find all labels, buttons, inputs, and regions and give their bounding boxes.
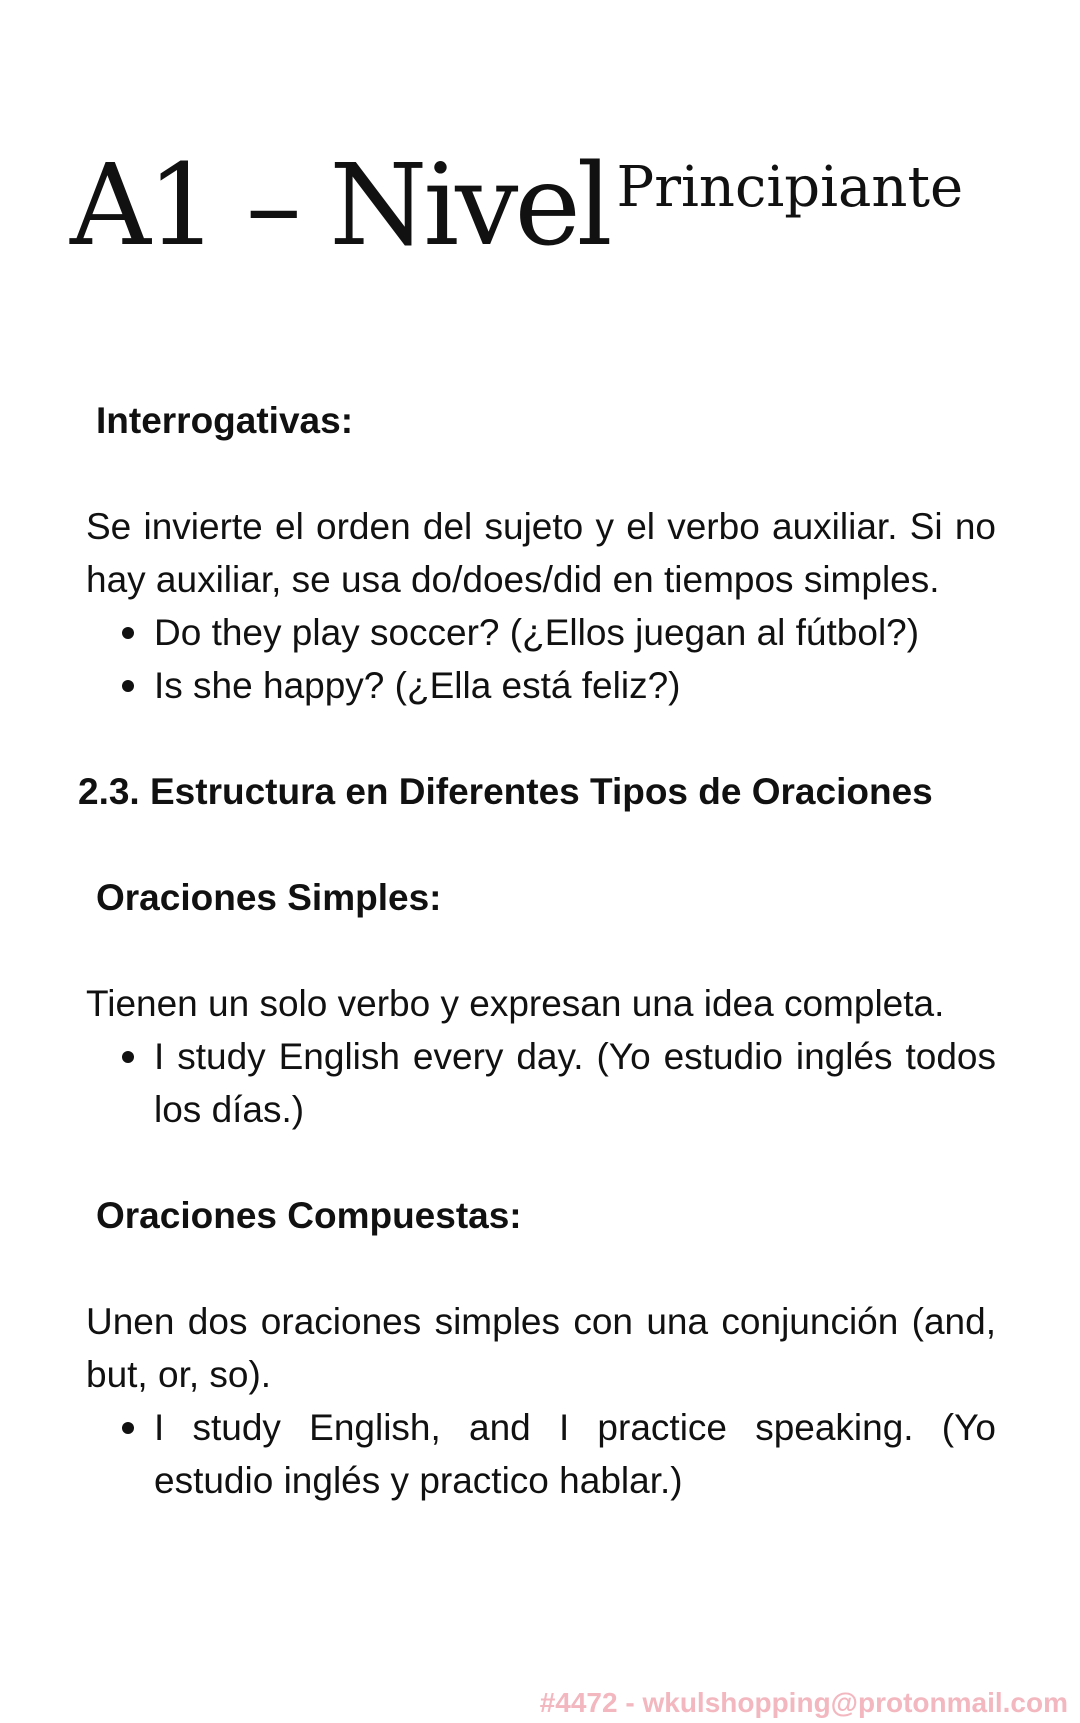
paragraph-interrogativas: Se invierte el orden del sujeto y el verbo auxiliar. Si no hay auxiliar, se usa do/does/did en tiempos simples.: [86, 506, 996, 600]
title-subtitle: Principiante: [616, 155, 964, 220]
list-item: [86, 606, 996, 659]
list-item-text: Is she happy? (¿Ella está feliz?): [154, 665, 681, 706]
section-heading-simples: Oraciones Simples:: [96, 877, 442, 918]
spacer: [86, 1242, 996, 1295]
spacer: [86, 818, 996, 871]
watermark-text: #4472 - wkulshopping@protonmail.com: [539, 1687, 1068, 1718]
title-main: A1 – Nivel: [70, 141, 609, 271]
paragraph-compuestas: Unen dos oraciones simples con una conjunción (and, but, or, so).: [86, 1301, 996, 1395]
list-item-text: I study English every day. (Yo estudio inglés todos los días.): [154, 1036, 996, 1130]
bullet-icon: [122, 1422, 134, 1434]
bullet-list-compuestas: [86, 1401, 996, 1507]
spacer: [86, 712, 996, 765]
list-item: [86, 1030, 996, 1136]
section-heading-estructura: 2.3. Estructura en Diferentes Tipos de Oraciones: [78, 771, 933, 812]
bullet-icon: [122, 627, 134, 639]
bullet-list-interrogativas: [86, 606, 996, 712]
list-item: [86, 659, 996, 712]
list-item-text: Do they play soccer? (¿Ellos juegan al fútbol?): [154, 612, 920, 653]
paragraph-simples: Tienen un solo verbo y expresan una idea completa.: [86, 983, 945, 1024]
section-heading-compuestas: Oraciones Compuestas:: [96, 1195, 522, 1236]
section-heading-interrogativas: Interrogativas:: [96, 400, 354, 441]
bullet-icon: [122, 1051, 134, 1063]
spacer: [86, 1136, 996, 1189]
list-item-text: I study English, and I practice speaking. (Yo estudio inglés y practico hablar.): [154, 1407, 996, 1501]
spacer: [86, 924, 996, 977]
bullet-list-simples: [86, 1030, 996, 1136]
document-content: [78, 394, 996, 1507]
bullet-icon: [122, 680, 134, 692]
page-title: [70, 141, 964, 271]
spacer: [86, 447, 996, 500]
list-item: [86, 1401, 996, 1507]
